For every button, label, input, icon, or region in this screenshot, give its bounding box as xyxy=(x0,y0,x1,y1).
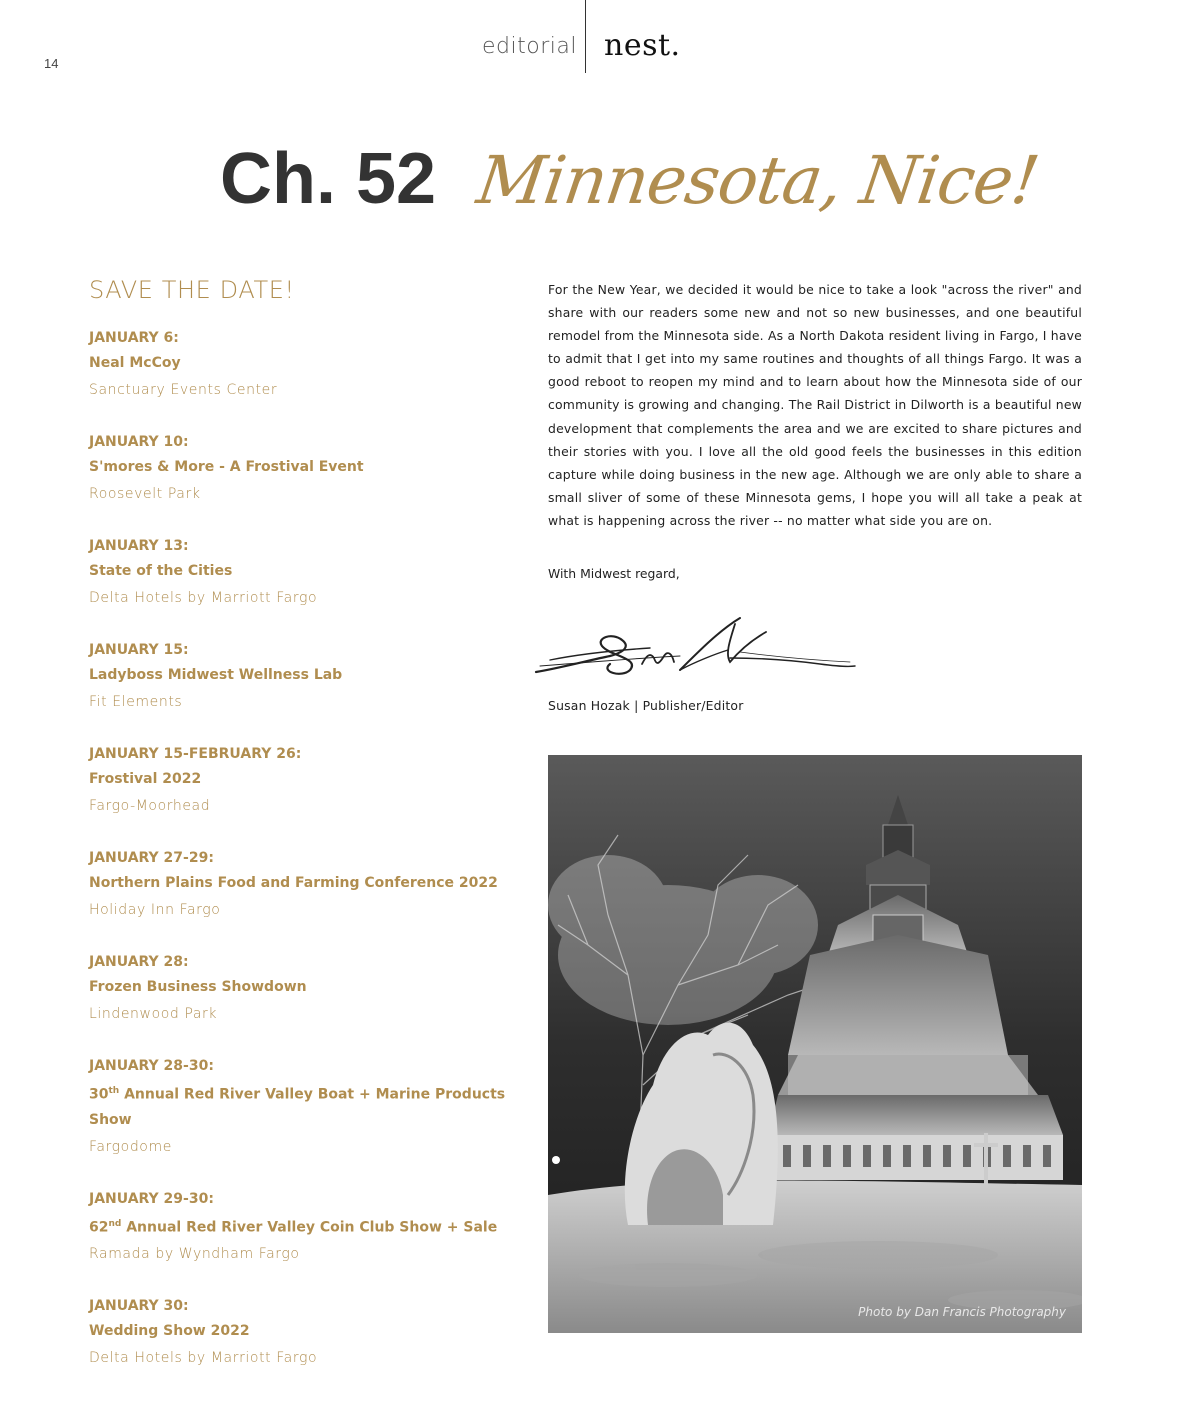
event-date: JANUARY 10: xyxy=(89,434,189,450)
event-date: JANUARY 15-FEBRUARY 26: xyxy=(89,746,302,762)
event-name-ordinal-suffix: th xyxy=(108,1086,120,1096)
event-date: JANUARY 30: xyxy=(89,1298,189,1315)
event-name xyxy=(89,1212,529,1241)
event-venue: Sanctuary Events Center xyxy=(89,382,278,398)
event-name: Frostival 2022 xyxy=(89,771,202,787)
church-snow-sculpture-photo xyxy=(548,755,1082,1333)
event-name-ordinal: 30 xyxy=(89,1086,109,1103)
chapter-title: Ch. 52 xyxy=(220,139,437,219)
event-item xyxy=(89,1054,529,1161)
event-venue: Fit Elements xyxy=(89,694,183,710)
event-item xyxy=(89,742,529,820)
letter-closing: With Midwest regard, xyxy=(548,566,680,581)
event-item xyxy=(89,1294,529,1372)
photo-illustration xyxy=(548,755,1082,1333)
event-name: Northern Plains Food and Farming Conference 2022 xyxy=(89,875,498,891)
event-venue: Fargodome xyxy=(89,1138,172,1155)
save-the-date-list xyxy=(89,276,529,1398)
event-venue: Delta Hotels by Marriott Fargo xyxy=(89,590,318,606)
event-item xyxy=(89,950,529,1028)
event-venue: Fargo-Moorhead xyxy=(89,798,211,814)
event-name: Frozen Business Showdown xyxy=(89,979,307,995)
event-date: JANUARY 29-30: xyxy=(89,1190,214,1207)
event-item xyxy=(89,638,529,716)
event-date: JANUARY 28-30: xyxy=(89,1058,214,1074)
event-venue: Ramada by Wyndham Fargo xyxy=(89,1246,300,1263)
photo-credit: Photo by Dan Francis Photography xyxy=(858,1305,1066,1319)
event-venue: Holiday Inn Fargo xyxy=(89,902,221,918)
event-name-ordinal: 62 xyxy=(89,1219,109,1236)
signature-image xyxy=(530,610,860,682)
event-name xyxy=(89,1079,529,1133)
section-label: editorial xyxy=(482,34,577,59)
event-item xyxy=(89,326,529,404)
editor-letter: For the New Year, we decided it would be nice to take a look "across the river" and share with our readers some new and not so new businesses, and one beautiful remodel from the Minnesota side. As a North Dakota resident living in Fargo, I have to admit that I get into my same routines and thoughts of all things Fargo. It was a good reboot to reopen my mind and to learn about how the Minnesota side of our community is growing and changing. The Rail District in Dilworth is a beautiful new development that complements the area and we are excited to share pictures and their stories with you. I love all the old good feels the businesses in this edition capture while doing business in the new age. Although we are only able to share a small sliver of some of these Minnesota gems, I hope you will all take a peak at what is happening across the river -- no matter what side you are on. xyxy=(548,282,1082,528)
event-name: State of the Cities xyxy=(89,563,233,579)
event-item xyxy=(89,846,529,924)
event-date: JANUARY 27-29: xyxy=(89,850,214,866)
save-the-date-heading: SAVE THE DATE! xyxy=(89,276,295,304)
script-title: Minnesota, Nice! xyxy=(472,142,1044,219)
event-name-rest: Annual Red River Valley Boat + Marine Products Show xyxy=(89,1086,506,1128)
event-date: JANUARY 15: xyxy=(89,642,189,658)
event-item xyxy=(89,534,529,612)
page-number: 14 xyxy=(44,56,59,71)
event-name-rest: Annual Red River Valley Coin Club Show + Sale xyxy=(121,1219,498,1236)
header-divider xyxy=(585,0,586,73)
event-name: Wedding Show 2022 xyxy=(89,1323,250,1340)
event-date: JANUARY 13: xyxy=(89,538,189,554)
event-venue: Lindenwood Park xyxy=(89,1006,218,1022)
event-date: JANUARY 6: xyxy=(89,330,179,346)
event-date: JANUARY 28: xyxy=(89,954,189,970)
event-venue: Roosevelt Park xyxy=(89,486,201,502)
event-item xyxy=(89,1187,529,1269)
event-name: Ladyboss Midwest Wellness Lab xyxy=(89,667,343,683)
magazine-logo: nest. xyxy=(604,28,681,63)
event-name: S'mores & More - A Frostival Event xyxy=(89,459,364,475)
event-venue: Delta Hotels by Marriott Fargo xyxy=(89,1350,318,1367)
event-name-ordinal-suffix: nd xyxy=(108,1218,122,1229)
editor-signoff: Susan Hozak | Publisher/Editor xyxy=(548,698,744,713)
event-item xyxy=(89,430,529,508)
event-name: Neal McCoy xyxy=(89,355,181,371)
